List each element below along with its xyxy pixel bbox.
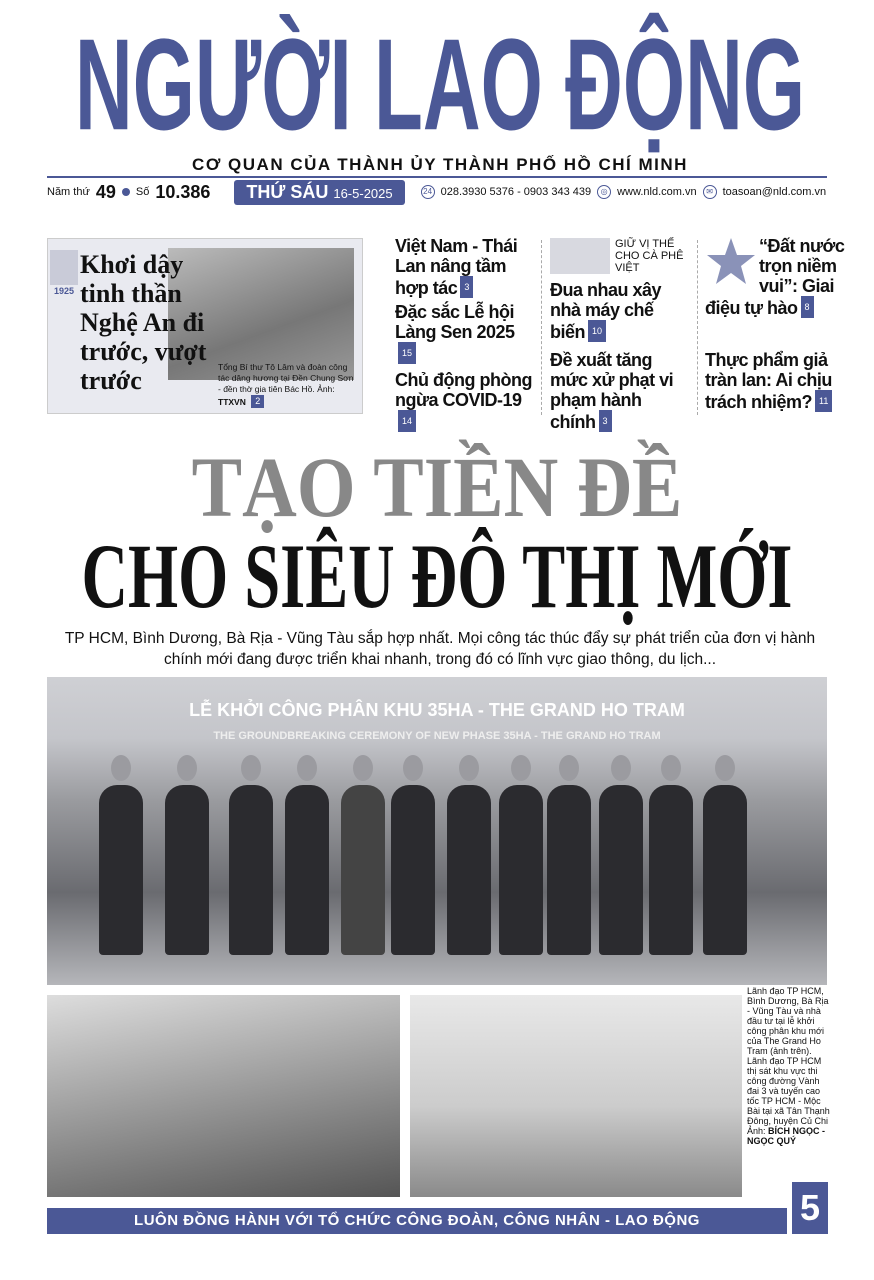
weekday: THỨ SÁU bbox=[246, 181, 329, 202]
teaser-title: Thực phẩm giả tràn lan: Ai chịu trách nhiệm? bbox=[705, 350, 832, 412]
teaser[interactable] bbox=[395, 370, 535, 432]
credit-label: Ảnh: bbox=[317, 384, 335, 394]
coffee-thumbnail bbox=[550, 238, 610, 274]
divider bbox=[541, 240, 542, 415]
dot-icon bbox=[122, 188, 130, 196]
headline-line1-wrap bbox=[0, 439, 874, 535]
issue-info-bar bbox=[47, 180, 827, 204]
credit: BÍCH NGỌC - NGỌC QUÝ bbox=[747, 1126, 826, 1146]
page-ref: 8 bbox=[801, 296, 814, 318]
issue-number: 10.386 bbox=[155, 181, 211, 202]
teaser-title: Chủ động phòng ngừa COVID-19 bbox=[395, 370, 532, 410]
teaser-title: Việt Nam - Thái Lan nâng tầm hợp tác bbox=[395, 236, 518, 298]
lead-caption bbox=[218, 362, 358, 408]
teaser-title: Đua nhau xây nhà máy chế biến bbox=[550, 280, 662, 342]
page-ref: 2 bbox=[251, 395, 264, 408]
credit-label: Ảnh: bbox=[747, 1126, 766, 1136]
masthead-title: NGƯỜI LAO ĐỘNG bbox=[74, 12, 806, 158]
email-link[interactable]: toasoan@nld.com.vn bbox=[722, 186, 827, 198]
lead-title[interactable]: Khơi dậy tinh thần Nghệ An đi trước, vượt trước bbox=[80, 250, 207, 395]
teaser-title: Đề xuất tăng mức xử phạt vi phạm hành chính bbox=[550, 350, 674, 432]
page-number: 5 bbox=[792, 1182, 828, 1234]
main-photo bbox=[47, 677, 827, 985]
website-link[interactable]: www.nld.com.vn bbox=[617, 186, 697, 198]
caption-text: Tổng Bí thư Tô Lâm và đoàn công tác dâng hương tại Đền Chung Sơn - đền thờ gia tiên Bác Hồ. bbox=[218, 362, 354, 394]
headline-line2[interactable]: CHO SIÊU ĐÔ THỊ MỚI bbox=[81, 525, 793, 627]
masthead-subtitle: CƠ QUAN CỦA THÀNH ỦY THÀNH PHỐ HỒ CHÍ MINH bbox=[192, 155, 688, 174]
phone-icon: 24 bbox=[421, 185, 435, 199]
photo-banner-text: LỄ KHỞI CÔNG PHÂN KHU 35HA - THE GRAND HO TRAM bbox=[189, 700, 685, 720]
footer-slogan: LUÔN ĐỒNG HÀNH VỚI TỔ CHỨC CÔNG ĐOÀN, CÔNG NHÂN - LAO ĐỘNG bbox=[47, 1208, 787, 1234]
headline-line2-wrap bbox=[0, 525, 874, 627]
construction-photo bbox=[410, 995, 742, 1197]
teaser[interactable] bbox=[550, 280, 690, 342]
date-badge bbox=[234, 180, 404, 205]
masthead bbox=[40, 12, 840, 158]
divider bbox=[697, 240, 698, 415]
teaser[interactable] bbox=[705, 350, 850, 412]
phone-number: 028.3930 5376 - 0903 343 439 bbox=[440, 186, 592, 198]
page-ref: 10 bbox=[588, 320, 606, 342]
caption-text: Lãnh đạo TP HCM, Bình Dương, Bà Rịa - Vũng Tàu và nhà đầu tư tại lễ khởi công phân khu mới của The Grand Ho Tram (ảnh trên). Lãnh đạo TP HCM thị sát khu vực thi công đường Vành đai 3 và tuyến cao tốc TP HCM - Mộc Bài tại xã Tân Thạnh Đông, huyện Củ Chi bbox=[747, 986, 830, 1126]
star-icon bbox=[705, 236, 757, 286]
credit: TTXVN bbox=[218, 397, 246, 407]
page-ref: 3 bbox=[460, 276, 473, 298]
year-label: Năm thứ bbox=[47, 186, 90, 198]
headline-line1[interactable]: TẠO TIỀN ĐỀ bbox=[191, 439, 683, 535]
issue-label: Số bbox=[135, 186, 150, 198]
teaser-kicker: GIỮ VỊ THẾ CHO CÀ PHÊ VIỆT bbox=[615, 238, 684, 274]
inspection-photo bbox=[47, 995, 400, 1197]
year-number: 49 bbox=[95, 181, 116, 202]
date: 16-5-2025 bbox=[333, 185, 393, 201]
teaser[interactable] bbox=[550, 350, 690, 432]
teaser[interactable] bbox=[705, 236, 850, 318]
teaser[interactable] bbox=[395, 302, 535, 364]
divider bbox=[47, 176, 827, 178]
photo-caption bbox=[747, 986, 831, 1146]
headline-dek: TP HCM, Bình Dương, Bà Rịa - Vũng Tàu sắp hợp nhất. Mọi công tác thúc đẩy sự phát triển của đơn vị hành chính mới đang được triển khai nhanh, trong đó có lĩnh vực giao thông, du lịch... bbox=[64, 630, 816, 668]
page-ref: 14 bbox=[398, 410, 416, 432]
page-ref: 11 bbox=[815, 390, 832, 412]
anniversary-logo: 1925 bbox=[50, 250, 78, 300]
mail-icon: ✉ bbox=[703, 185, 717, 199]
page-ref: 3 bbox=[599, 410, 612, 432]
globe-icon: ◎ bbox=[597, 185, 611, 199]
teaser-title: “Đất nước trọn niềm vui”: Giai điệu tự hào bbox=[705, 236, 845, 318]
photo-banner-subtext: THE GROUNDBREAKING CEREMONY OF NEW PHASE 35HA - THE GRAND HO TRAM bbox=[213, 730, 661, 742]
teaser-title: Đặc sắc Lễ hội Làng Sen 2025 bbox=[395, 302, 515, 342]
teaser[interactable] bbox=[395, 236, 535, 298]
page-ref: 15 bbox=[398, 342, 416, 364]
